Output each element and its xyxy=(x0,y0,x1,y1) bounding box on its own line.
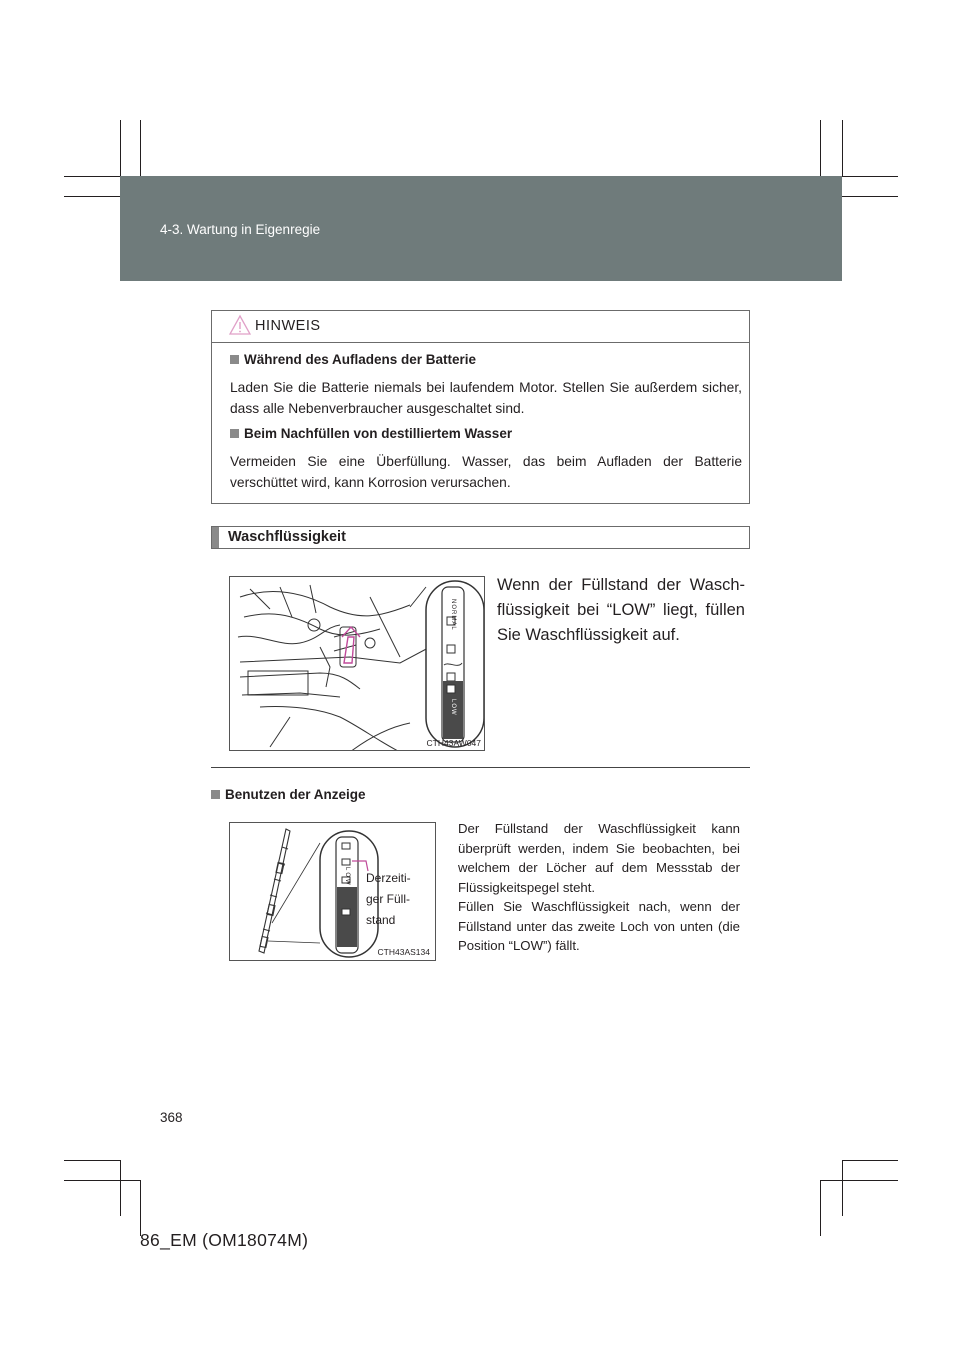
crop-mark xyxy=(820,1180,898,1181)
dipstick-low-label: LOW xyxy=(450,699,456,716)
dipstick-low-label: LOW xyxy=(344,867,350,887)
crop-mark xyxy=(64,176,120,177)
section-heading-title: Waschflüssigkeit xyxy=(228,529,346,545)
engine-bay-figure xyxy=(229,576,485,751)
figure-code: CTH43AW047 xyxy=(426,738,481,748)
caution-title: HINWEIS xyxy=(255,318,321,334)
crop-mark xyxy=(842,196,898,197)
usage-text xyxy=(458,819,740,956)
crop-mark xyxy=(140,120,141,176)
crop-mark xyxy=(120,120,121,176)
figure-code: CTH43AS134 xyxy=(377,947,430,957)
usage-paragraph: Der Füllstand der Waschflüssigkeit kann überprüft werden, indem Sie beobachten, bei welchem der Löcher auf dem Messstab der Flüssigkeitspegel steht. xyxy=(458,821,740,895)
caution-item-title: Während des Aufladens der Batterie xyxy=(230,352,476,367)
caution-box xyxy=(211,310,750,504)
caution-item-title: Beim Nachfüllen von destilliertem Wasser xyxy=(230,426,512,441)
usage-paragraph: Füllen Sie Waschflüssigkeit nach, wenn der Füllstand unter das zweite Loch von unten (die Position “LOW”) fällt. xyxy=(458,899,740,953)
crop-mark xyxy=(64,196,120,197)
bullet-square-icon xyxy=(230,355,239,364)
crop-mark xyxy=(842,120,843,176)
crop-mark xyxy=(842,1160,843,1216)
crop-mark xyxy=(64,1160,120,1161)
bullet-square-icon xyxy=(211,790,220,799)
heading-accent-bar xyxy=(212,527,219,548)
current-level-label: Derzeiti-ger Füll-stand xyxy=(366,871,411,927)
warning-triangle-icon xyxy=(229,314,251,336)
crop-mark xyxy=(820,120,821,176)
section-heading xyxy=(211,526,750,549)
document-code: 86_EM (OM18074M) xyxy=(140,1230,309,1250)
washer-intro-text: Wenn der Füllstand der Waschflüssigkeit bei “LOW” liegt, füllen Sie Waschflüssigkeit auf. xyxy=(497,576,745,644)
caution-header xyxy=(212,311,749,343)
caution-item-text: Laden Sie die Batterie niemals bei laufendem Motor. Stellen Sie außerdem sicher, dass alle Nebenverbraucher ausgeschaltet sind. xyxy=(230,380,742,416)
crop-mark xyxy=(842,1160,898,1161)
crop-mark xyxy=(120,1160,121,1216)
page-number: 368 xyxy=(160,1110,183,1125)
caution-item-text: Vermeiden Sie eine Überfüllung. Wasser, das beim Aufladen der Batterie verschüttet wird, kann Korrosion verursachen. xyxy=(230,454,742,490)
bullet-square-icon xyxy=(230,429,239,438)
section-label: 4-3. Wartung in Eigenregie xyxy=(160,222,321,237)
dipstick-normal-label: NORMAL xyxy=(450,599,456,631)
crop-mark xyxy=(820,1180,821,1236)
crop-mark xyxy=(842,176,898,177)
divider xyxy=(211,767,750,768)
engine-bay-illustration xyxy=(230,577,485,751)
crop-mark xyxy=(140,1180,141,1236)
subsection-title: Benutzen der Anzeige xyxy=(211,787,366,802)
crop-mark xyxy=(64,1180,140,1181)
